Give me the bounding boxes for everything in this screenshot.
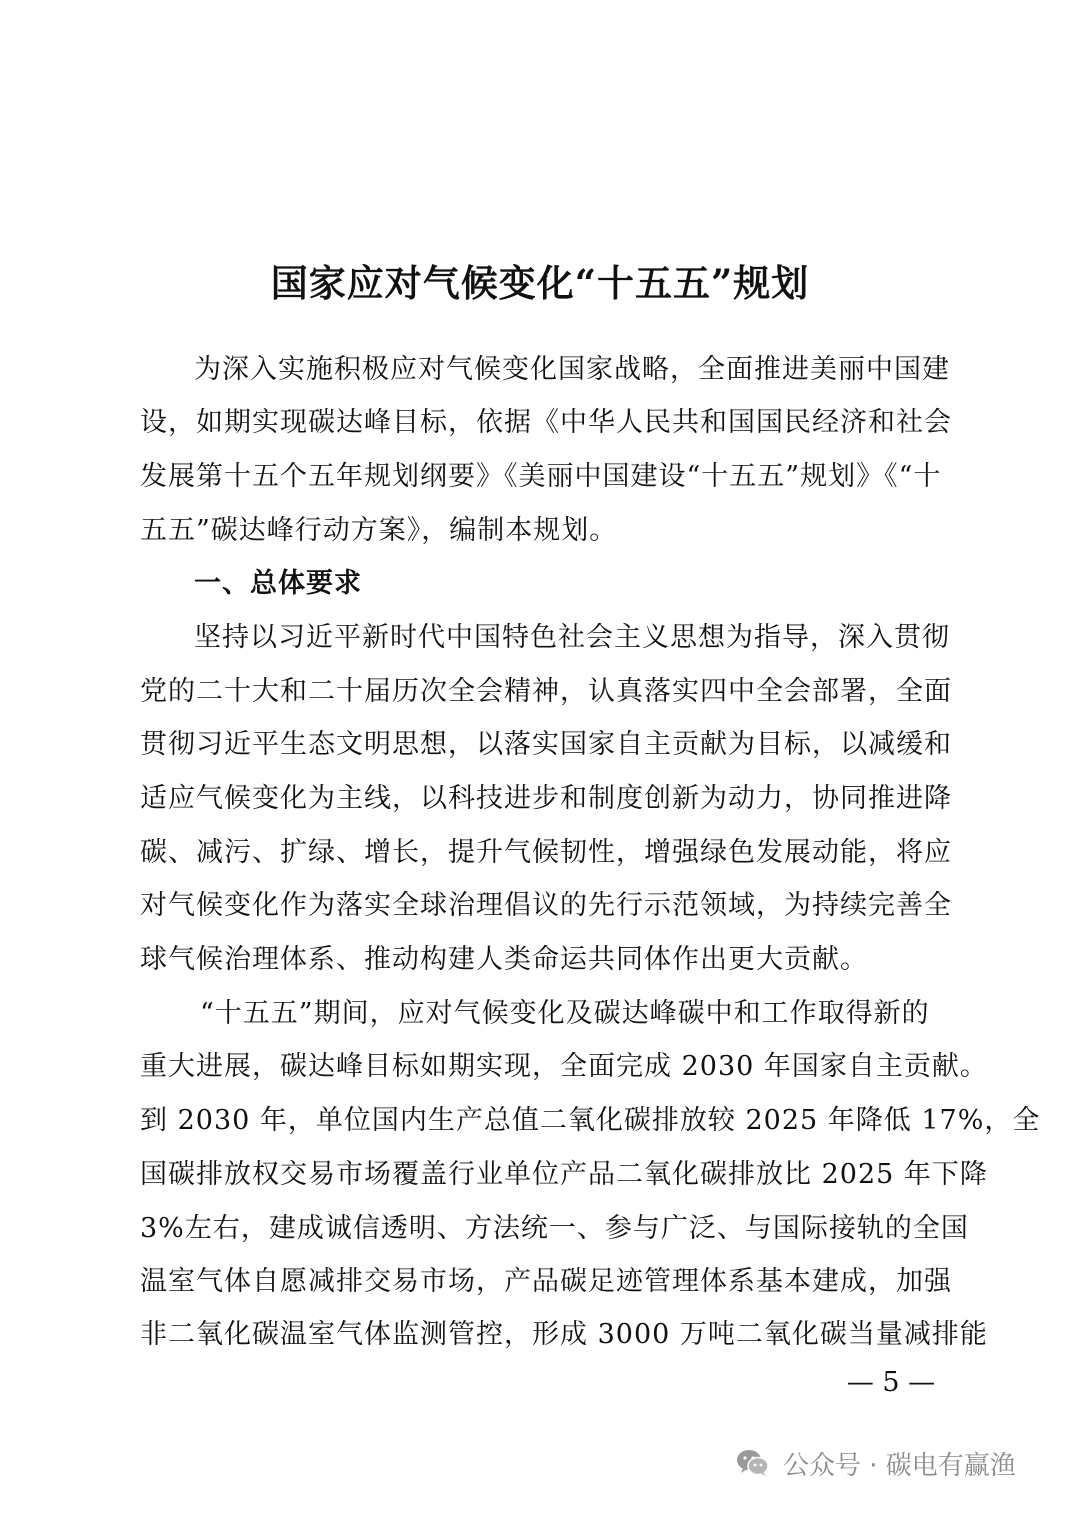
paragraph-line: 党的二十大和二十届历次全会精神，认真落实四中全会部署，全面 — [140, 676, 952, 707]
section-heading: 一、总体要求 — [194, 568, 362, 599]
paragraph-line: 为深入实施积极应对气候变化国家战略，全面推进美丽中国建 — [194, 354, 950, 385]
watermark-text: 公众号 · 碳电有赢渔 — [783, 1450, 1016, 1481]
paragraph-line: 发展第十五个五年规划纲要》《美丽中国建设“十五五”规划》《“十 — [140, 461, 942, 492]
paragraph-line: “十五五”期间，应对气候变化及碳达峰碳中和工作取得新的 — [200, 998, 930, 1029]
paragraph-line: 温室气体自愿减排交易市场，产品碳足迹管理体系基本建成，加强 — [140, 1266, 952, 1297]
paragraph-line: 3%左右，建成诚信透明、方法统一、参与广泛、与国际接轨的全国 — [140, 1213, 969, 1244]
paragraph-line: 到 2030 年，单位国内生产总值二氧化碳排放较 2025 年降低 17%，全 — [140, 1105, 1041, 1136]
paragraph-line: 非二氧化碳温室气体监测管控，形成 3000 万吨二氧化碳当量减排能 — [140, 1319, 988, 1350]
paragraph-line: 对气候变化作为落实全球治理倡议的先行示范领域，为持续完善全 — [140, 890, 952, 921]
paragraph-line: 国碳排放权交易市场覆盖行业单位产品二氧化碳排放比 2025 年下降 — [140, 1159, 988, 1190]
watermark — [735, 1438, 1016, 1488]
paragraph-line: 球气候治理体系、推动构建人类命运共同体作出更大贡献。 — [140, 944, 868, 975]
paragraph-line: 碳、减污、扩绿、增长，提升气候韧性，增强绿色发展动能，将应 — [140, 837, 952, 868]
paragraph-line: 贯彻习近平生态文明思想，以落实国家自主贡献为目标，以减缓和 — [140, 729, 952, 760]
paragraph-line: 坚持以习近平新时代中国特色社会主义思想为指导，深入贯彻 — [194, 622, 950, 653]
paragraph-line: 适应气候变化为主线，以科技进步和制度创新为动力，协同推进降 — [140, 783, 952, 814]
page-title: 国家应对气候变化“十五五”规划 — [270, 260, 810, 305]
paragraph-line: 五五”碳达峰行动方案》，编制本规划。 — [140, 515, 618, 546]
wechat-icon — [735, 1445, 771, 1481]
page-number: — 5 — — [846, 1367, 936, 1398]
paragraph-line: 重大进展，碳达峰目标如期实现，全面完成 2030 年国家自主贡献。 — [140, 1051, 988, 1082]
paragraph-line: 设，如期实现碳达峰目标，依据《中华人民共和国国民经济和社会 — [140, 407, 952, 438]
